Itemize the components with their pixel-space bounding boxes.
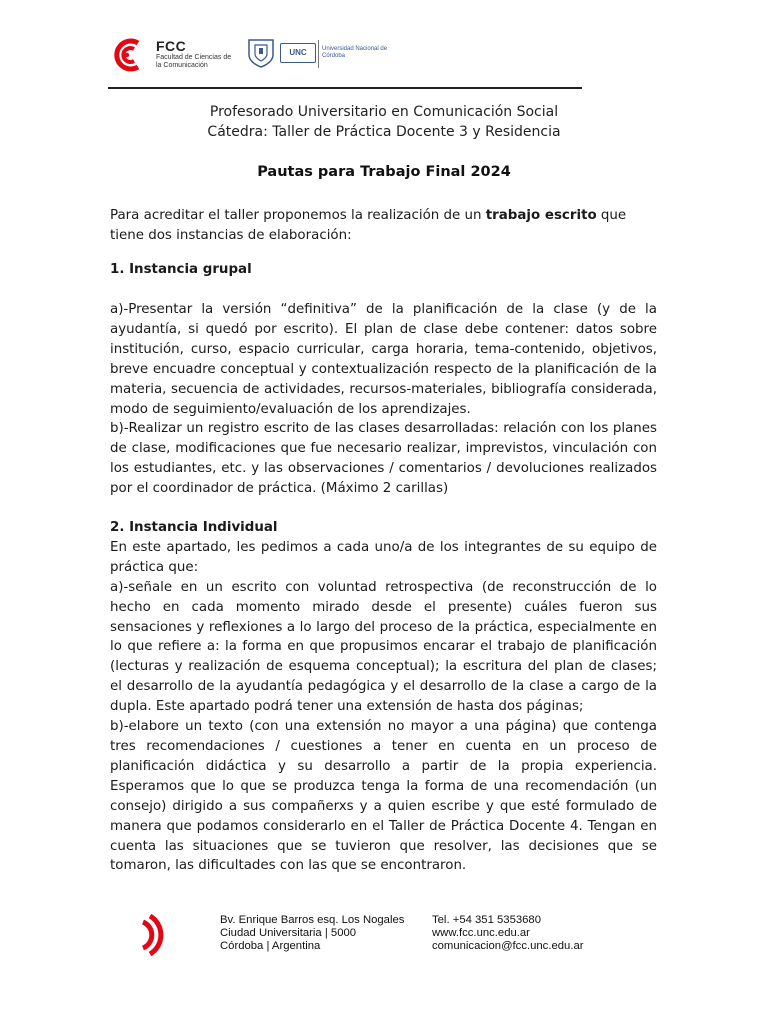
footer-address-line-1: Bv. Enrique Barros esq. Los Nogales [220, 914, 405, 926]
footer-email[interactable]: comunicacion@fcc.unc.edu.ar [432, 940, 584, 952]
footer-address-line-3: Córdoba | Argentina [220, 940, 321, 952]
section-1-item-b: b)-Realizar un registro escrito de las clases desarrolladas: relación con los planes de clase, modificaciones que fue necesario realizar, imprevistos, vinculación con los estudiantes, etc. y las observaciones / comentarios / devoluciones realizados por el coordinador de práctica. (Máximo 2 carillas) [110, 421, 657, 497]
header-divider [108, 87, 582, 89]
unc-seal-icon [247, 37, 275, 69]
fcc-subtitle: Facultad de Ciencias de la Comunicación [156, 54, 232, 69]
footer-phone: Tel. +54 351 5353680 [432, 914, 541, 926]
intro-paragraph [110, 206, 657, 246]
section-2 [110, 518, 657, 876]
fcc-name: FCC [156, 38, 187, 54]
course-chair: Cátedra: Taller de Práctica Docente 3 y Residencia [207, 124, 561, 140]
document-title: Pautas para Trabajo Final 2024 [257, 164, 511, 180]
fcc-logo-icon [108, 37, 150, 73]
section-1-items [110, 300, 657, 499]
footer-contact [432, 914, 584, 953]
section-2-item-b: b)-elabore un texto (con una extensión no mayor a una página) que contenga tres recomendaciones / cuestiones a tener en cuenta en un proceso de planificación didáctica y su desarrollo a partir de la propia experiencia. Esperamos que lo que se produzca tenga la forma de una recomendación (un consejo) dirigido a sus compañerxs y a quien escribe y que esté formulado de manera que podamos considerarlo en el Taller de Práctica Docente 4. Tengan en cuenta las situaciones que se tuvieron que resolver, las decisiones que se tomaron, las dificultades con las que se encontraron. [110, 719, 657, 874]
letterhead [108, 36, 588, 92]
unc-name: Universidad Nacional de Córdoba [322, 46, 388, 59]
section-1 [110, 260, 657, 280]
footer-address [220, 914, 404, 953]
section-2-heading: 2. Instancia Individual [110, 520, 278, 535]
unc-separator [318, 40, 319, 68]
intro-text-before: Para acreditar el taller proponemos la realización de un [110, 208, 486, 223]
fcc-footer-mark-icon [140, 914, 170, 956]
course-program: Profesorado Universitario en Comunicación Social [209, 104, 559, 120]
intro-text-after: que tiene dos instancias de elaboración: [110, 208, 627, 243]
section-1-item-a: a)-Presentar la versión “definitiva” de la planificación de la clase (y de la ayudantía, si quedó por escrito). El plan de clase debe contener: datos sobre institución, curso, espacio curricular, carga horaria, tema-contenido, objetivos, breve encuadre conceptual y contextualización respecto de la planificación de la materia, secuencia de actividades, recursos-materiales, bibliografía considerada, modo de seguimiento/evaluación de los aprendizajes. [110, 302, 657, 417]
footer-address-line-2: Ciudad Universitaria | 5000 [220, 927, 357, 939]
fcc-logo [108, 36, 238, 76]
unc-abbr-badge: UNC [280, 43, 316, 63]
footer-website[interactable]: www.fcc.unc.edu.ar [432, 927, 530, 939]
section-1-heading: 1. Instancia grupal [110, 262, 252, 277]
section-2-intro: En este apartado, les pedimos a cada uno/a de los integrantes de su equipo de práctica que: [110, 539, 657, 575]
intro-bold-text: trabajo escrito [485, 208, 597, 223]
section-2-item-a: a)-señale en un escrito con voluntad retrospectiva (de reconstrucción de lo hecho en cada momento mirado desde el presente) cuáles fueron sus sensaciones y reflexiones a lo largo del proceso de la práctica, especialmente en lo que refiere a: la forma en que propusimos encarar el trabajo de planificación (lecturas y realización de esquema conceptual); la escritura del plan de clases; el desarrollo de la ayudantía pedagógica y el desarrollo de la clase a cargo de la dupla. Este apartado podrá tener una extensión de hasta dos páginas; [110, 579, 657, 715]
